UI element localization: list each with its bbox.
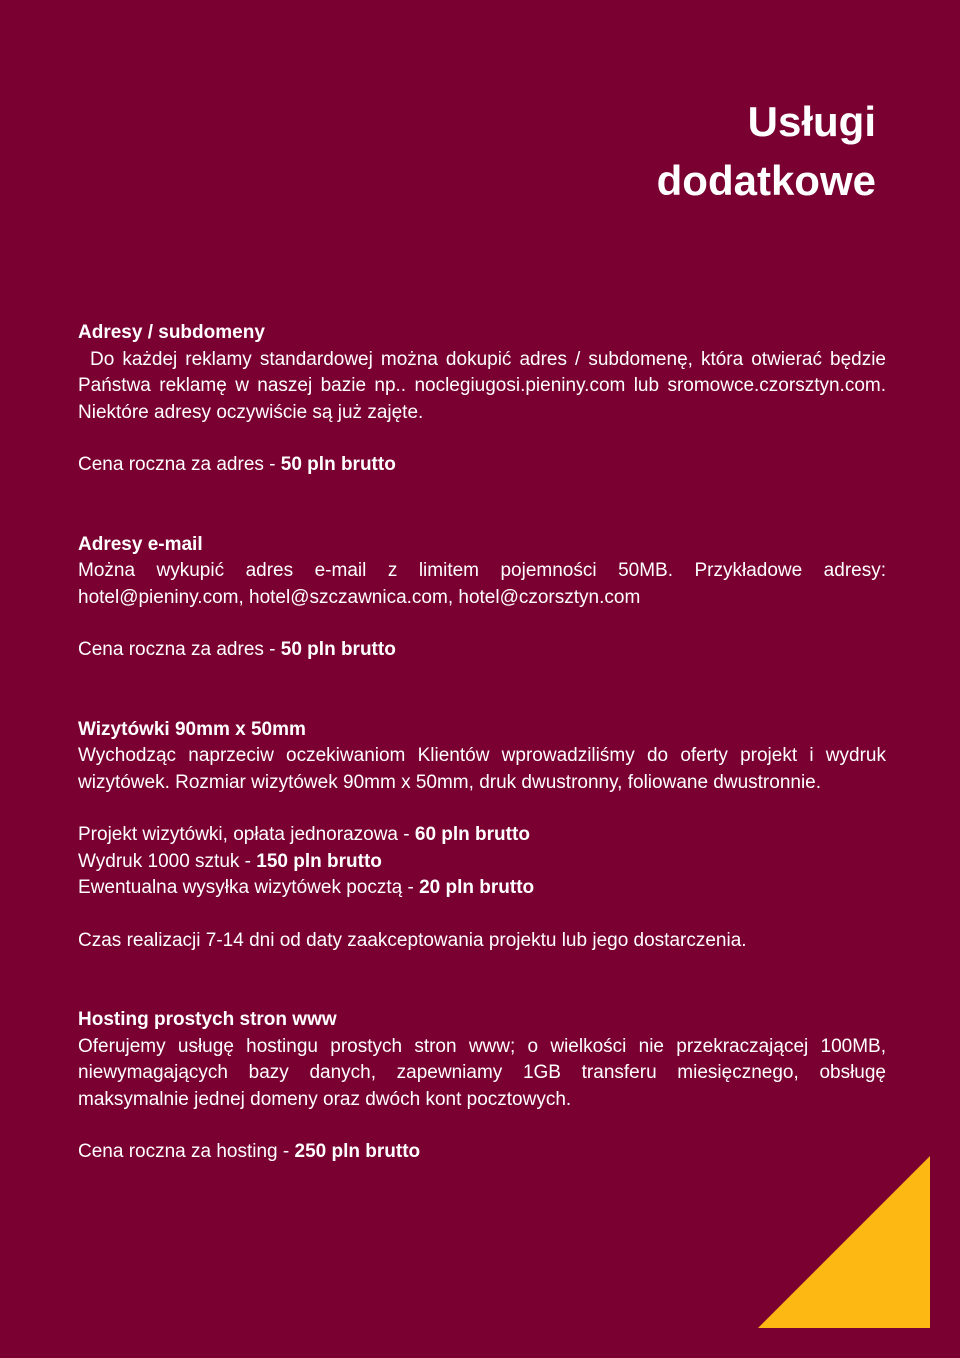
price-line xyxy=(78,822,886,849)
section-business-cards xyxy=(78,717,886,955)
price-line xyxy=(78,849,886,876)
section-hosting xyxy=(78,1007,886,1166)
price-label: Ewentualna wysyłka wizytówek pocztą - xyxy=(78,877,420,898)
section-body: Oferujemy usługę hostingu prostych stron www; o wielkości nie przekraczającej 100MB, niewymagających bazy danych, zapewniamy 1GB transferu miesięcznego, obsługę maksymalnie jednej domeny oraz dwóch kont pocztowych. xyxy=(78,1035,886,1110)
price-line xyxy=(78,637,886,664)
price-value: 50 pln brutto xyxy=(280,639,396,660)
price-value: 20 pln brutto xyxy=(419,877,535,898)
section-email xyxy=(78,532,886,664)
section-heading: Wizytówki 90mm x 50mm xyxy=(78,718,306,740)
page-title xyxy=(657,92,876,210)
section-body: Wychodząc naprzeciw oczekiwaniom Klientów wprowadziliśmy do oferty projekt i wydruk wizytówek. Rozmiar wizytówek 90mm x 50mm, druk dwustronny, foliowane dwustronnie. xyxy=(78,745,886,793)
section-body: Można wykupić adres e-mail z limitem pojemności 50MB. Przykładowe adresy: hotel@pieniny.com, hotel@szczawnica.com, hotel@czorsztyn.com xyxy=(78,560,886,608)
price-label: Cena roczna za adres - xyxy=(78,639,281,660)
price-value: 250 pln brutto xyxy=(294,1141,421,1162)
price-label: Cena roczna za hosting - xyxy=(78,1141,295,1162)
section-heading: Adresy / subdomeny xyxy=(78,322,265,343)
price-label: Cena roczna za adres - xyxy=(78,454,281,475)
price-value: 150 pln brutto xyxy=(256,850,382,872)
section-subdomains xyxy=(78,320,886,479)
page-title-line-2: dodatkowe xyxy=(656,157,876,204)
section-heading: Hosting prostych stron www xyxy=(78,1009,337,1030)
section-heading: Adresy e-mail xyxy=(78,533,203,555)
content xyxy=(78,320,886,1166)
lead-time-note: Czas realizacji 7-14 dni od daty zaakceptowania projektu lub jego dostarczenia. xyxy=(78,929,747,951)
page-title-line-1: Usługi xyxy=(747,98,876,145)
price-line xyxy=(78,875,886,902)
price-value: 60 pln brutto xyxy=(414,824,530,845)
price-value: 50 pln brutto xyxy=(280,454,396,475)
section-body: Do każdej reklamy standardowej można dokupić adres / subdomenę, która otwierać będzie Państwa reklamę w naszej bazie np.. noclegiugosi.pieniny.com lub sromowce.czorsztyn.com. Niektóre adresy oczywiście są już zajęte. xyxy=(78,348,886,423)
price-label: Wydruk 1000 sztuk - xyxy=(78,850,257,872)
corner-triangle-decoration xyxy=(758,1156,930,1328)
price-line xyxy=(78,452,886,479)
price-label: Projekt wizytówki, opłata jednorazowa - xyxy=(78,824,415,845)
